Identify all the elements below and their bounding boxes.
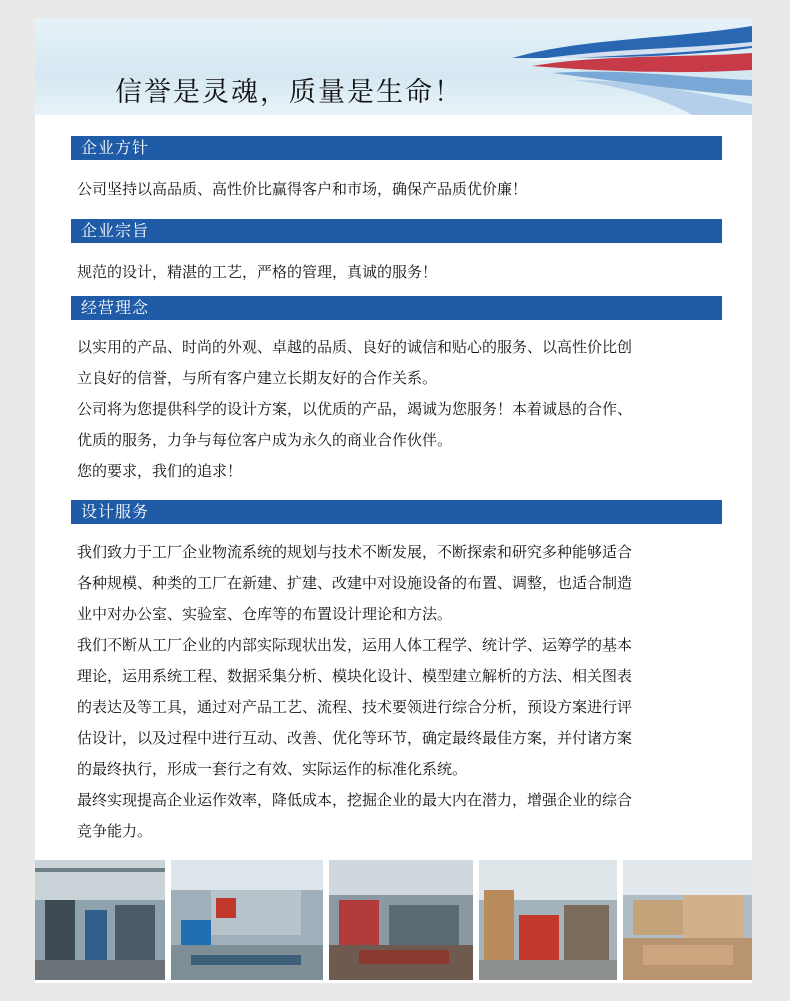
section-body-philosophy (77, 332, 727, 487)
text-line: 各种规模、种类的工厂在新建、扩建、改建中对设施设备的布置、调整，也适合制造 (77, 574, 633, 592)
section-body-design-service (77, 537, 727, 847)
section-bar-design-service: 设计服务 (71, 500, 722, 524)
slogan-heading: 信誉是灵魂，质量是生命！ (115, 77, 463, 108)
text-line: 我们致力于工厂企业物流系统的规划与技术不断发展，不断探索和研究多种能够适合 (77, 543, 633, 561)
text-line: 公司将为您提供科学的设计方案，以优质的产品，竭诚为您服务！本着诚恳的合作、 (77, 400, 633, 418)
page-card (35, 18, 752, 983)
text-line: 我们不断从工厂企业的内部实际现状出发，运用人体工程学、统计学、运筹学的基本 (77, 636, 633, 654)
factory-photo-2 (171, 860, 323, 980)
text-line: 立良好的信誉，与所有客户建立长期友好的合作关系。 (77, 369, 438, 387)
text-line: 您的要求，我们的追求！ (77, 462, 243, 480)
text-line: 优质的服务，力争与每位客户成为永久的商业合作伙伴。 (77, 431, 453, 449)
factory-photo-1 (35, 860, 165, 980)
warehouse-photo-2 (623, 860, 752, 980)
section-bar-philosophy: 经营理念 (71, 296, 722, 320)
text-line: 竞争能力。 (77, 822, 153, 840)
text-line: 的表达及等工具，通过对产品工艺、流程、技术要领进行综合分析，预设方案进行评 (77, 698, 633, 716)
section-body-purpose (77, 257, 727, 288)
text-line: 最终实现提高企业运作效率，降低成本，挖掘企业的最大内在潜力，增强企业的综合 (77, 791, 633, 809)
factory-photo-3 (329, 860, 473, 980)
text-line: 以实用的产品、时尚的外观、卓越的品质、良好的诚信和贴心的服务、以高性价比创 (77, 338, 633, 356)
section-bar-purpose: 企业宗旨 (71, 219, 722, 243)
text-line: 规范的设计，精湛的工艺，严格的管理，真诚的服务！ (77, 263, 438, 281)
swoosh-graphic (492, 18, 752, 115)
photo-strip (35, 860, 752, 980)
warehouse-photo-1 (479, 860, 617, 980)
text-line: 理论，运用系统工程、数据采集分析、模块化设计、模型建立解析的方法、相关图表 (77, 667, 633, 685)
text-line: 公司坚持以高品质、高性价比赢得客户和市场，确保产品质优价廉！ (77, 180, 528, 198)
text-line: 业中对办公室、实验室、仓库等的布置设计理论和方法。 (77, 605, 453, 623)
text-line: 估设计，以及过程中进行互动、改善、优化等环节，确定最终最佳方案，并付诸方案 (77, 729, 633, 747)
text-line: 的最终执行，形成一套行之有效、实际运作的标准化系统。 (77, 760, 468, 778)
section-body-policy (77, 174, 727, 205)
header-banner (35, 18, 752, 115)
section-bar-policy: 企业方针 (71, 136, 722, 160)
